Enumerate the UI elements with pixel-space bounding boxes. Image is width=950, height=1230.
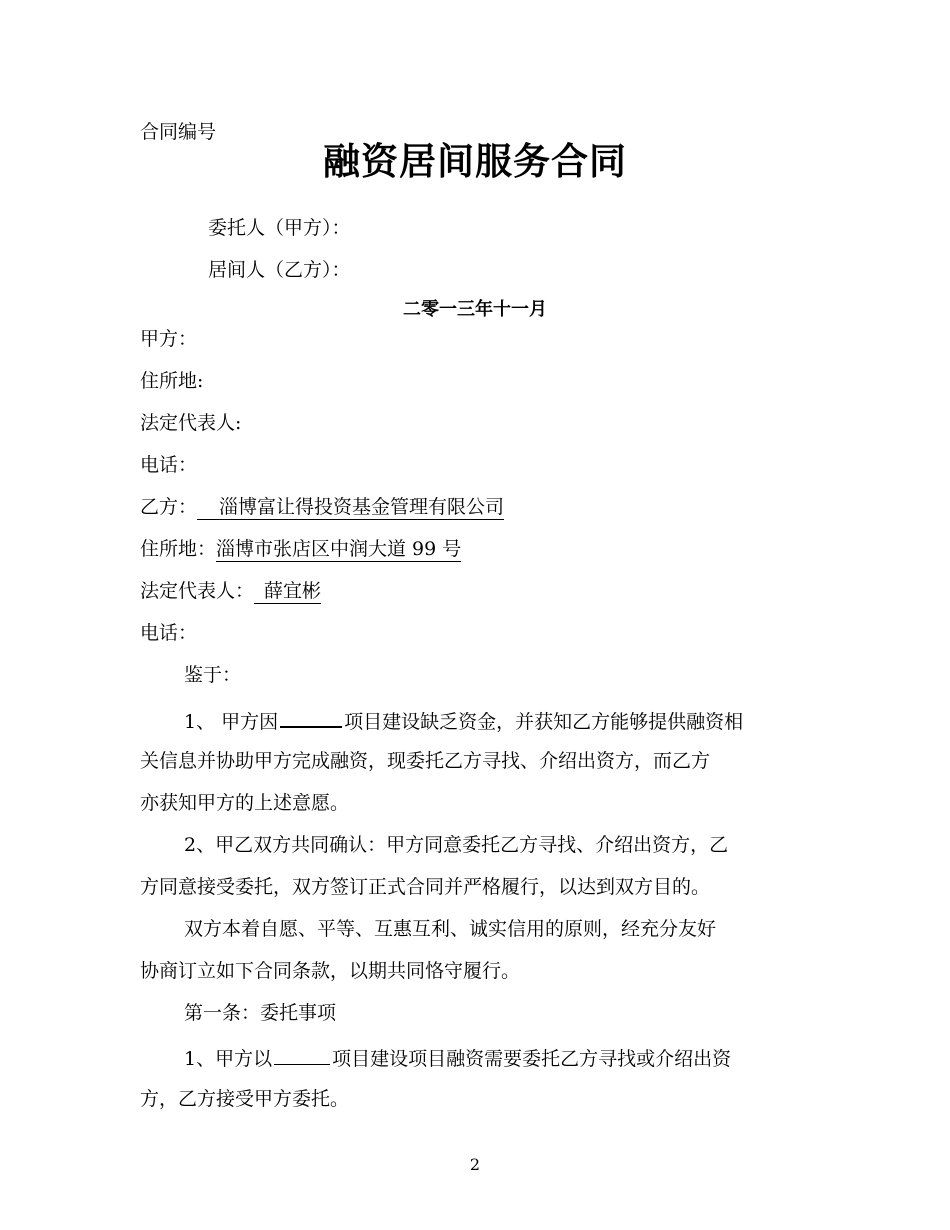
paragraph-1-line-1: 1、 甲方因 项目建设缺乏资金，并获知乙方能够提供融资相 (184, 706, 743, 735)
party-b-address-label: 住所地： (140, 538, 217, 560)
document-title: 融资居间服务合同 (323, 140, 627, 183)
paragraph-3-line-2: 协商订立如下合同条款，以期共同恪守履行。 (140, 960, 521, 982)
contract-date: 二零一三年十一月 (403, 299, 547, 320)
party-b-name: 淄博富让得投资基金管理有限公司 (197, 495, 504, 520)
party-b-rep-label: 法定代表人： (140, 580, 255, 602)
party-b-label: 乙方： (140, 496, 198, 518)
party-b-address-line (140, 536, 461, 562)
party-b-line (140, 494, 504, 520)
party-a-label: 甲方： (140, 328, 198, 350)
party-b-rep-name: 薛宜彬 (254, 579, 321, 604)
whereas-heading: 鉴于： (184, 664, 242, 686)
party-b-rep-line (140, 578, 321, 604)
project-name-blank (280, 706, 342, 728)
page-number: 2 (469, 1155, 481, 1174)
paragraph-2-line-2: 方同意接受委托，双方签订正式合同并严格履行，以达到双方目的。 (140, 876, 711, 898)
party-b-phone-label: 电话： (140, 622, 198, 644)
paragraph-3-line-1: 双方本着自愿、平等、互惠互利、诚实信用的原则，经充分友好 (184, 918, 717, 940)
intermediary-line: 居间人（乙方）： (208, 259, 351, 281)
paragraph-1-line-3: 亦获知甲方的上述意愿。 (140, 792, 350, 814)
paragraph-1-line-2: 关信息并协助甲方完成融资，现委托乙方寻找、介绍出资方，而乙方 (140, 750, 711, 772)
contract-number-label: 合同编号 (140, 121, 217, 143)
article-1-line-1: 1、甲方以 项目建设项目融资需要委托乙方寻找或介绍出资 (184, 1044, 731, 1072)
project-blank (274, 1044, 330, 1065)
party-b-address: 淄博市张店区中润大道 99 号 (216, 538, 462, 560)
client-line: 委托人（甲方）： (208, 217, 351, 239)
party-a-phone-label: 电话： (140, 454, 198, 476)
article-1-line-2: 方，乙方接受甲方委托。 (140, 1088, 350, 1110)
party-a-address-label: 住所地: (140, 370, 204, 392)
party-a-rep-label: 法定代表人: (140, 412, 242, 434)
paragraph-2-line-1: 2、甲乙双方共同确认：甲方同意委托乙方寻找、介绍出资方，乙 (184, 834, 729, 856)
article-1-title: 第一条：委托事项 (184, 1002, 337, 1024)
